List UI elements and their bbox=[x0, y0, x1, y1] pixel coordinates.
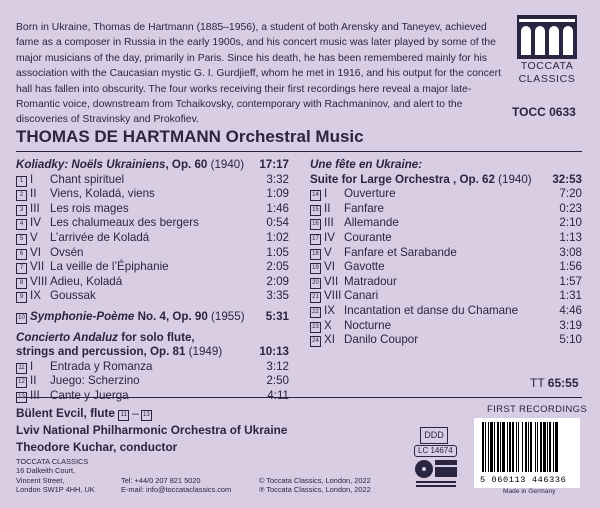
barcode-bar bbox=[485, 422, 486, 472]
track-duration: 5:10 bbox=[559, 333, 582, 347]
work-title: Une fête en Ukraine: bbox=[310, 158, 423, 171]
conductor: Theodore Kuchar, conductor bbox=[16, 440, 178, 454]
performers-rule bbox=[16, 397, 582, 398]
barcode-bar bbox=[525, 422, 527, 472]
work-heading bbox=[16, 345, 289, 360]
track-duration: 3:12 bbox=[266, 359, 289, 373]
barcode-bar bbox=[547, 422, 548, 472]
barcode-bar bbox=[518, 422, 519, 472]
track-row bbox=[310, 231, 582, 246]
track-duration: 2:05 bbox=[266, 260, 289, 274]
label-code: LC 14674 bbox=[414, 445, 457, 457]
movement-number: I bbox=[324, 187, 328, 201]
made-in-label: Made in Germany bbox=[503, 488, 556, 495]
track-title: Cante y Juerga bbox=[50, 388, 129, 402]
barcode-bar bbox=[535, 422, 536, 472]
track-duration: 3:32 bbox=[266, 172, 289, 186]
track-number-box: 15 bbox=[310, 205, 321, 216]
movement-number: II bbox=[30, 374, 37, 388]
track-number-box: 5 bbox=[16, 234, 27, 245]
track-duration: 1:13 bbox=[559, 230, 582, 244]
track-number-box: 7 bbox=[16, 263, 27, 274]
track-row bbox=[310, 304, 582, 319]
track-duration: 2:50 bbox=[266, 374, 289, 388]
track-number-box: 16 bbox=[310, 219, 321, 230]
publisher-address bbox=[16, 457, 95, 495]
orchestra: Lviv National Philharmonic Orchestra of Ukraine bbox=[16, 423, 288, 437]
track-title: Viens, Koladá, viens bbox=[50, 187, 155, 201]
barcode-number: 5 060113 446336 bbox=[480, 475, 567, 485]
work-duration: 10:13 bbox=[259, 345, 289, 359]
track-duration: 2:09 bbox=[266, 274, 289, 288]
track-row bbox=[16, 216, 289, 231]
track-number-box: 20 bbox=[310, 278, 321, 289]
track-number-box: 12 bbox=[16, 377, 27, 388]
work-heading bbox=[310, 158, 582, 173]
work-heading bbox=[16, 331, 289, 346]
track-title: Adieu, Koladá bbox=[50, 274, 123, 288]
track-title: Canari bbox=[344, 289, 379, 303]
track-row bbox=[16, 360, 289, 375]
barcode-bar bbox=[537, 422, 538, 472]
track-title: Juego: Scherzino bbox=[50, 374, 140, 388]
contact-tel: Tel: +44/0 207 821 5020 bbox=[121, 476, 201, 485]
track-duration: 1:57 bbox=[559, 274, 582, 288]
track-row bbox=[310, 289, 582, 304]
work-subtitle: strings and percussion, Op. 81 bbox=[16, 345, 186, 359]
track-duration: 7:20 bbox=[559, 187, 582, 201]
work-duration: 32:53 bbox=[552, 172, 582, 186]
track-number-box: 14 bbox=[310, 190, 321, 201]
barcode-bar bbox=[494, 422, 495, 472]
barcode-bar bbox=[543, 422, 546, 472]
copyright-line: © Toccata Classics, London, 2022 bbox=[259, 476, 371, 485]
track-title: La veille de l’Épiphanie bbox=[50, 260, 169, 274]
total-time bbox=[530, 376, 579, 390]
track-duration: 3:35 bbox=[266, 289, 289, 303]
track-number-box: 19 bbox=[310, 263, 321, 274]
movement-number: VI bbox=[324, 260, 335, 274]
track-number-box: 10 bbox=[16, 313, 27, 324]
first-recordings-label: FIRST RECORDINGS bbox=[487, 404, 588, 415]
movement-number: V bbox=[30, 230, 38, 244]
address-line: London SW1P 4HH, UK bbox=[16, 485, 95, 495]
track-row bbox=[16, 187, 289, 202]
barcode-bar bbox=[488, 422, 489, 472]
address-line: TOCCATA CLASSICS bbox=[16, 457, 89, 466]
work-heading bbox=[16, 158, 289, 173]
work-year: (1940) bbox=[207, 158, 245, 171]
toccata-arches-icon bbox=[517, 15, 577, 59]
track-number-box: 6 bbox=[16, 249, 27, 260]
track-title: L’arrivée de Koladá bbox=[50, 230, 150, 244]
movement-number: IX bbox=[30, 289, 41, 303]
movement-number: IV bbox=[30, 216, 41, 230]
movement-number: I bbox=[30, 359, 34, 373]
track-title: Incantation et danse du Chamane bbox=[344, 303, 519, 317]
track-title: Danilo Coupor bbox=[344, 333, 419, 347]
work-year: (1955) bbox=[207, 309, 245, 323]
movement-number: X bbox=[324, 318, 332, 332]
movement-number: VIII bbox=[30, 274, 48, 288]
movement-number: III bbox=[324, 216, 334, 230]
track-row bbox=[310, 187, 582, 202]
track-row bbox=[16, 246, 289, 261]
track-number-box: 17 bbox=[310, 234, 321, 245]
track-title: Les rois mages bbox=[50, 201, 129, 215]
track-title: Chant spirituel bbox=[50, 172, 125, 186]
intro-text: Born in Ukraine, Thomas de Hartmann (1885–1956), a student of both Arensky and Taneyev, achieved fame as a composer in Russia in the early 1900s, and his concert music was later played by some of the major musicians of the day, primarily in Paris. Since his death, he has been remembered mainly for his association with the Caucasian mystic G. I. Gurdjieff, whom he met in 1916, and his output for the concert hall has fallen into obscurity. The four works receiving their first recordings here reveal a major late-Romantic voice, downstream from Tchaikovsky, contemporary with Rachmaninov, and alert to the discoveries of Stravinsky and Prokofiev. bbox=[16, 22, 501, 126]
barcode-bar bbox=[522, 422, 523, 472]
track-title: Matradour bbox=[344, 274, 397, 288]
track-number-box: 4 bbox=[16, 219, 27, 230]
ddd-badge: DDD bbox=[420, 427, 448, 444]
barcode-bar bbox=[509, 422, 511, 472]
barcode bbox=[474, 418, 580, 488]
movement-number: VII bbox=[30, 260, 45, 274]
track-number-box: 8 bbox=[16, 278, 27, 289]
track-duration: 2:10 bbox=[559, 216, 582, 230]
barcode-bar bbox=[553, 422, 554, 472]
publisher-contact bbox=[121, 476, 231, 495]
barcode-bar bbox=[490, 422, 493, 472]
barcode-bar bbox=[528, 422, 529, 472]
track-row bbox=[16, 374, 289, 389]
track-title: Goussak bbox=[50, 289, 96, 303]
movement-number: VIII bbox=[324, 289, 342, 303]
work-title: Concierto Andaluz bbox=[16, 330, 118, 344]
tracklist-column-2 bbox=[310, 158, 582, 348]
track-row bbox=[16, 260, 289, 275]
barcode-bar bbox=[497, 422, 499, 472]
catalogue-number: TOCC 0633 bbox=[512, 105, 576, 119]
track-title: Ovsén bbox=[50, 245, 84, 259]
movement-number: III bbox=[30, 201, 40, 215]
track-number-box: 9 bbox=[16, 292, 27, 303]
movement-number: I bbox=[30, 172, 34, 186]
movement-number: V bbox=[324, 245, 332, 259]
phonographic-copyright-line: ℗ Toccata Classics, London, 2022 bbox=[259, 485, 371, 495]
barcode-bar bbox=[507, 422, 508, 472]
track-duration: 3:08 bbox=[559, 245, 582, 259]
copyright bbox=[259, 476, 371, 495]
track-title: Gavotte bbox=[344, 260, 385, 274]
movement-number: IX bbox=[324, 303, 335, 317]
track-number-box: 11 bbox=[118, 410, 129, 421]
total-label: TT bbox=[530, 376, 545, 390]
track-row bbox=[310, 216, 582, 231]
title-rule bbox=[16, 151, 582, 152]
track-title: Fanfare et Sarabande bbox=[344, 245, 457, 259]
logo-line2: CLASSICS bbox=[518, 73, 576, 85]
track-number-box: 23 bbox=[310, 322, 321, 333]
track-duration: 1:46 bbox=[266, 201, 289, 215]
track-row bbox=[310, 319, 582, 334]
track-row bbox=[16, 231, 289, 246]
movement-number: III bbox=[30, 388, 40, 402]
total-value: 65:55 bbox=[547, 376, 579, 390]
track-duration: 4:46 bbox=[559, 303, 582, 317]
work-year: (1949) bbox=[185, 345, 223, 359]
tracklist-column-1 bbox=[16, 158, 289, 404]
barcode-bar bbox=[502, 422, 505, 472]
barcode-bar bbox=[540, 422, 542, 472]
track-duration: 1:09 bbox=[266, 187, 289, 201]
movement-number: VI bbox=[30, 245, 41, 259]
barcode-bar bbox=[530, 422, 532, 472]
track-title: Nocturne bbox=[344, 318, 392, 332]
work-opus: No. 4, Op. 90 bbox=[134, 309, 208, 323]
track-row bbox=[16, 289, 289, 304]
address-line: 16 Dalkeith Court, bbox=[16, 466, 76, 476]
barcode-bar bbox=[555, 422, 558, 472]
track-duration: 3:19 bbox=[559, 318, 582, 332]
logo-line1: TOCCATA bbox=[520, 60, 574, 72]
track-title: Entrada y Romanza bbox=[50, 359, 153, 373]
movement-number: VII bbox=[324, 274, 339, 288]
movement-number: XI bbox=[324, 333, 335, 347]
track-row bbox=[310, 246, 582, 261]
track-title: Allemande bbox=[344, 216, 399, 230]
track-title: Ouverture bbox=[344, 187, 396, 201]
toccata-classics-logo bbox=[509, 15, 585, 85]
barcode-bar bbox=[512, 422, 514, 472]
compact-disc-digital-audio-icon bbox=[414, 457, 458, 491]
contact-email: E-mail: info@toccataclassics.com bbox=[121, 485, 232, 495]
soloist-line bbox=[16, 405, 287, 422]
track-row bbox=[16, 275, 289, 290]
track-number-box: 13 bbox=[16, 392, 27, 403]
track-number-box: 24 bbox=[310, 336, 321, 347]
track-duration: 1:02 bbox=[266, 230, 289, 244]
track-number-box: 22 bbox=[310, 307, 321, 318]
work-opus: , Op. 60 bbox=[165, 158, 208, 171]
barcode-bar bbox=[500, 422, 501, 472]
track-number-box: 11 bbox=[16, 363, 27, 374]
track-number-box: 21 bbox=[310, 292, 321, 303]
track-title: Fanfare bbox=[344, 201, 384, 215]
work-title: Symphonie-Poème bbox=[30, 309, 135, 323]
performers bbox=[16, 405, 287, 456]
movement-number: II bbox=[324, 201, 331, 215]
track-number-box: 1 bbox=[16, 176, 27, 187]
track-duration: 1:31 bbox=[559, 289, 582, 303]
barcode-bar bbox=[516, 422, 517, 472]
work-title: Koliadky: Noëls Ukrainiens bbox=[16, 158, 166, 171]
barcode-bar bbox=[482, 422, 484, 472]
track-duration: 1:05 bbox=[266, 245, 289, 259]
work-heading bbox=[16, 310, 289, 325]
track-row bbox=[310, 275, 582, 290]
track-duration: 4:11 bbox=[267, 388, 289, 402]
track-number-box: 13 bbox=[141, 410, 152, 421]
track-row bbox=[16, 202, 289, 217]
range-dash: – bbox=[132, 406, 139, 420]
work-duration: 17:17 bbox=[259, 158, 289, 171]
work-subtitle: Suite for Large Orchestra , Op. 62 bbox=[310, 172, 495, 186]
track-duration: 0:23 bbox=[559, 201, 582, 215]
track-row bbox=[16, 173, 289, 188]
track-title: Les chalumeaux des bergers bbox=[50, 216, 199, 230]
track-number-box: 2 bbox=[16, 190, 27, 201]
track-row bbox=[310, 260, 582, 275]
movement-number: II bbox=[30, 187, 37, 201]
track-number-box: 3 bbox=[16, 205, 27, 216]
track-row bbox=[310, 333, 582, 348]
work-heading bbox=[310, 173, 582, 188]
work-subtitle: for solo flute, bbox=[117, 330, 195, 344]
movement-number: IV bbox=[324, 230, 335, 244]
address-line: Vincent Street, bbox=[16, 475, 65, 485]
soloist: Bülent Evcil, flute bbox=[16, 406, 115, 420]
track-duration: 1:56 bbox=[559, 260, 582, 274]
track-duration: 0:54 bbox=[266, 216, 289, 230]
track-title: Courante bbox=[344, 230, 392, 244]
album-title: THOMAS DE HARTMANN Orchestral Music bbox=[16, 127, 364, 146]
track-number-box: 18 bbox=[310, 249, 321, 260]
barcode-bar bbox=[549, 422, 551, 472]
work-duration: 5:31 bbox=[265, 309, 289, 323]
work-year: (1940) bbox=[494, 172, 532, 186]
track-row bbox=[310, 202, 582, 217]
